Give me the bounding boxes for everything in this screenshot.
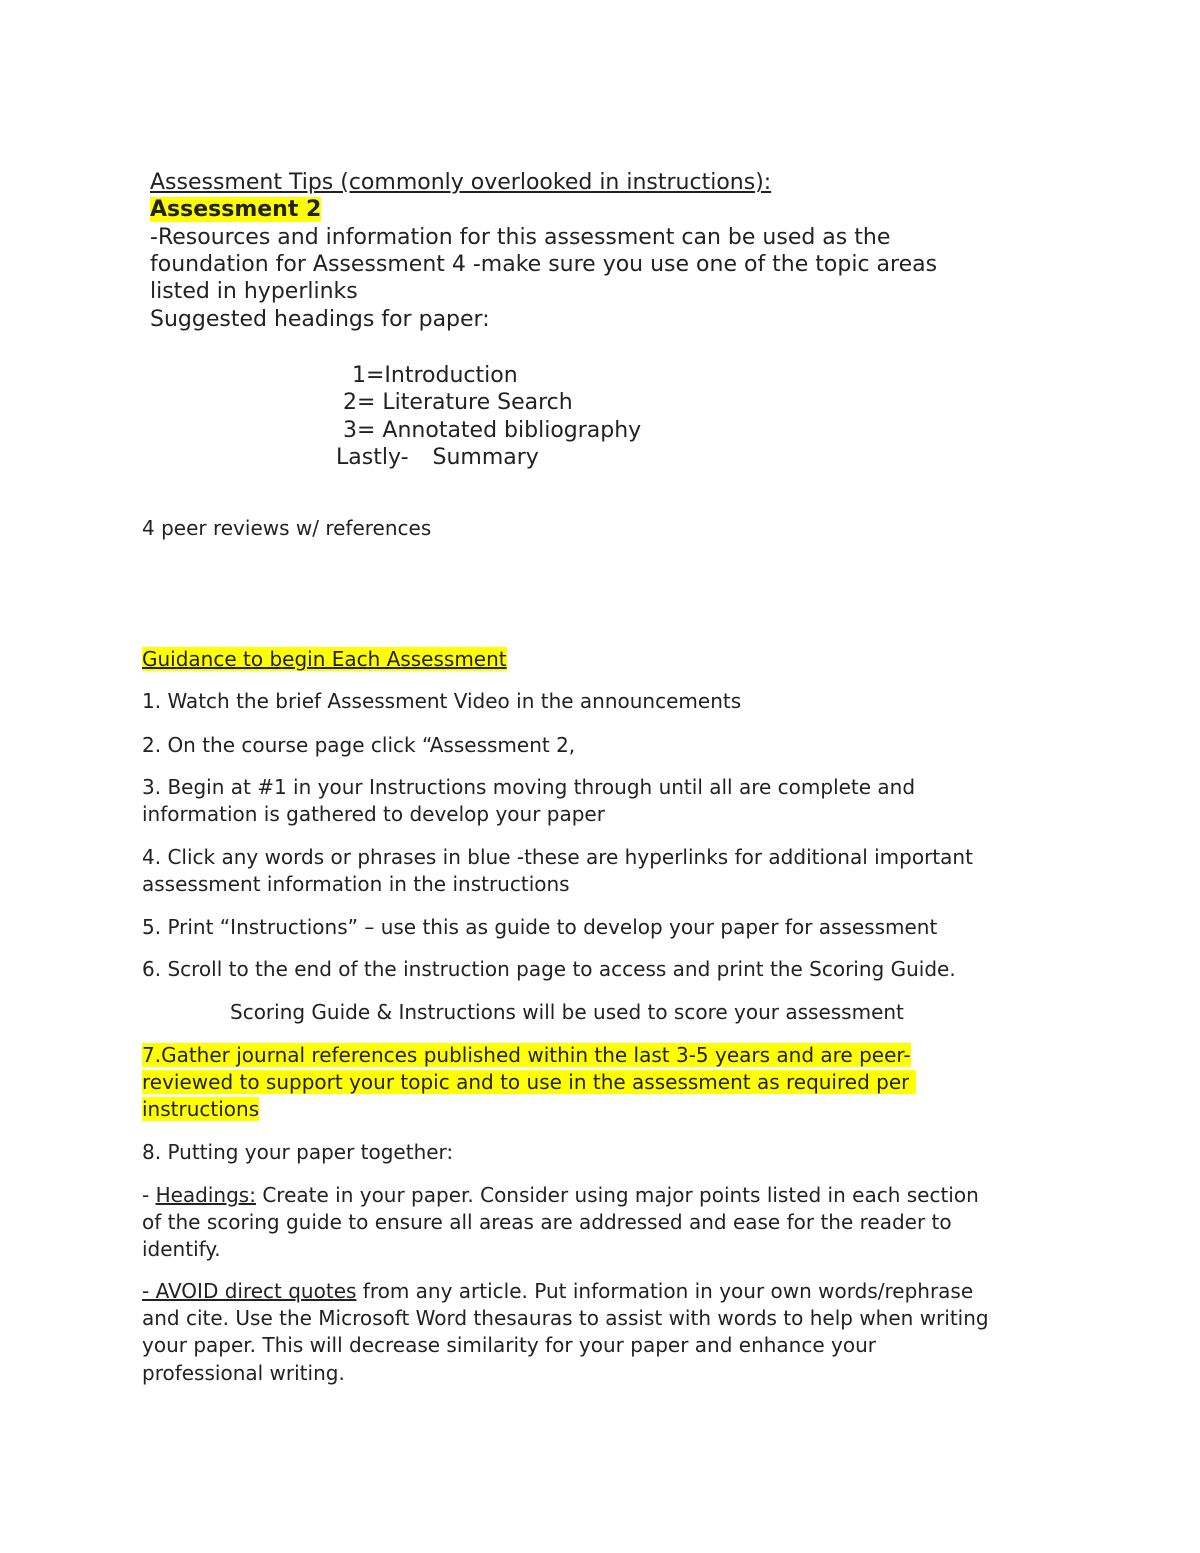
assessment-label-text: Assessment 2 [150, 197, 322, 222]
guidance-step-7-line-1 [142, 1042, 911, 1069]
peer-reviews-note: 4 peer reviews w/ references [142, 516, 432, 540]
avoid-quotes-tip-line-3: your paper. This will decrease similarity for your paper and enhance your [142, 1333, 876, 1357]
headings-tip-dash: - [142, 1183, 156, 1207]
guidance-step-7-line-2 [142, 1069, 916, 1096]
heading-item-summary [336, 444, 539, 471]
guidance-step-7-line-2-text: reviewed to support your topic and to use in the assessment as required per [142, 1070, 910, 1094]
guidance-title [142, 646, 507, 673]
guidance-step-8: 8. Putting your paper together: [142, 1140, 454, 1164]
scoring-guide-note: Scoring Guide & Instructions will be used to score your assessment [230, 1000, 904, 1024]
guidance-step-4-line-1: 4. Click any words or phrases in blue -these are hyperlinks for additional important [142, 845, 973, 869]
resources-line-1: -Resources and information for this assessment can be used as the [150, 225, 891, 250]
guidance-step-3-line-2: information is gathered to develop your paper [142, 802, 605, 826]
suggested-headings-label: Suggested headings for paper: [150, 307, 490, 332]
document-title: Assessment Tips (commonly overlooked in instructions): [150, 170, 772, 195]
avoid-quotes-tip-line-2: and cite. Use the Microsoft Word thesauras to assist with words to help when writing [142, 1306, 989, 1330]
avoid-quotes-tip-line-4: professional writing. [142, 1361, 345, 1385]
headings-tip-label: Headings: [155, 1183, 256, 1207]
headings-tip-line-1 [142, 1182, 979, 1209]
avoid-quotes-line-1-rest: from any article. Put information in your own words/rephrase [356, 1279, 974, 1303]
guidance-step-6: 6. Scroll to the end of the instruction page to access and print the Scoring Guide. [142, 957, 956, 981]
guidance-step-7-line-3-text: instructions [142, 1097, 260, 1121]
guidance-title-text: Guidance to begin Each Assessment [142, 647, 507, 671]
headings-tip-line-1-rest: Create in your paper. Consider using major points listed in each section [255, 1183, 979, 1207]
guidance-step-3-line-1: 3. Begin at #1 in your Instructions moving through until all are complete and [142, 775, 916, 799]
guidance-step-2: 2. On the course page click “Assessment 2, [142, 733, 576, 757]
heading-item-summary-value: Summary [432, 445, 539, 470]
heading-item-literature-search: 2= Literature Search [343, 390, 573, 415]
heading-item-summary-label: Lastly- [336, 445, 409, 470]
resources-line-2: foundation for Assessment 4 -make sure you use one of the topic areas [150, 252, 938, 277]
guidance-step-7-line-1-text: 7.Gather journal references published within the last 3-5 years and are peer- [142, 1043, 911, 1067]
avoid-quotes-tip-line-1 [142, 1278, 973, 1305]
headings-tip-line-2: of the scoring guide to ensure all areas are addressed and ease for the reader to [142, 1210, 952, 1234]
assessment-label [150, 196, 321, 223]
headings-tip-line-3: identify. [142, 1237, 221, 1261]
guidance-step-1: 1. Watch the brief Assessment Video in the announcements [142, 689, 742, 713]
guidance-step-4-line-2: assessment information in the instructions [142, 872, 570, 896]
resources-line-3: listed in hyperlinks [150, 279, 358, 304]
guidance-step-7-line-3 [142, 1096, 259, 1123]
guidance-step-5: 5. Print “Instructions” – use this as guide to develop your paper for assessment [142, 915, 938, 939]
heading-item-annotated-bibliography: 3= Annotated bibliography [343, 418, 642, 443]
avoid-quotes-label: - AVOID direct quotes [142, 1279, 357, 1303]
heading-item-introduction: 1=Introduction [352, 363, 518, 388]
